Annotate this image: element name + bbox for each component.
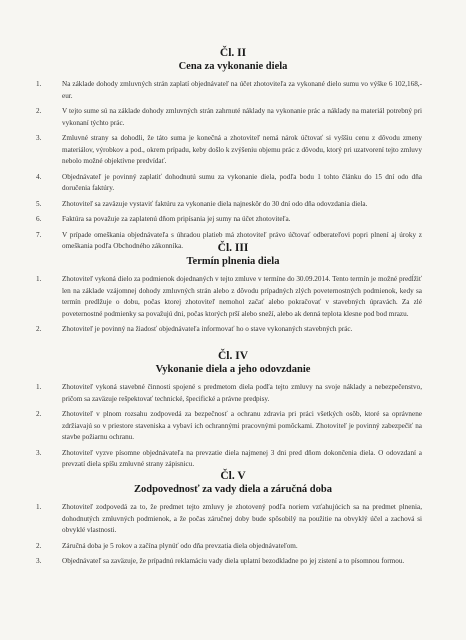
article-2-list: [0, 79, 466, 253]
item-number: 2.: [36, 541, 42, 550]
item-text: V prípade omeškania objednávateľa s úhradou platieb má zhotoviteľ právo účtovať odberateľovi popri plnení aj úroky z omeškania podľa Obchodného zákonníka.: [62, 230, 422, 250]
item-number: 2.: [36, 107, 42, 115]
list-item: [0, 448, 466, 471]
item-number: 1.: [36, 383, 42, 391]
item-number: 5.: [36, 199, 42, 208]
item-text: Zhotoviteľ zodpovedá za to, že predmet tejto zmluvy je zhotovený podľa noriem vzťahujúcich sa na predmet plnenia, dohodnutých zmluvných podmienok, a že počas záručnej doby bude spôsobilý na použitie na obvyklý účel a zachová si obvyklé vlastnosti.: [62, 503, 422, 534]
list-item: [0, 172, 466, 195]
list-item: [0, 409, 466, 444]
item-text: Zhotoviteľ vykoná stavebné činnosti spojené s predmetom diela podľa tejto zmluvy na svoje náklady a nebezpečenstvo, pričom sa zaväzuje rešpektovať technické, špecifické a právne predpisy.: [62, 383, 422, 403]
list-item: [0, 199, 466, 211]
article-4-subtitle: Vykonanie diela a jeho odovzdanie: [155, 364, 311, 375]
article-2-subtitle: Cena za vykonanie diela: [178, 61, 288, 72]
article-5: [0, 470, 466, 572]
item-number: 3.: [36, 134, 42, 142]
list-item: [0, 324, 466, 336]
item-text: Zhotoviteľ sa zaväzuje vystaviť faktúru za vykonanie diela najneskôr do 30 dní odo dňa odovzdania diela.: [62, 199, 368, 208]
item-text: Objednávateľ sa zaväzuje, že prípadnú reklamáciu vady diela uplatní bezodkladne po jej zistení a to písomnou formou.: [62, 557, 405, 565]
list-item: [0, 541, 466, 553]
item-text: Zhotoviteľ vyzve písomne objednávateľa na prevzatie diela najmenej 3 dni pred dňom dokončenia diela. O odovzdaní a prevzatí diela spíšu zmluvné strany zápisnicu.: [62, 448, 422, 468]
item-number: 2.: [36, 410, 42, 418]
item-text: V tejto sume sú na základe dohody zmluvných strán zahrnuté náklady na vykonanie prác a náklady na materiál potrebný pri vykonaní týchto prác.: [62, 107, 422, 127]
item-text: Zhotoviteľ v plnom rozsahu zodpovedá za bezpečnosť a ochranu zdravia pri práci všetkých osôb, ktoré sa oprávnene zdržiavajú so v priestore staveniska a vybaví ich ochrannými pracovnými pomôckami. Zhotoviteľ je povinný zabezpečiť na stavbe požiarnu ochranu.: [62, 410, 422, 441]
list-item: [0, 133, 466, 168]
item-text: Na základe dohody zmluvných strán zaplatí objednávateľ na účet zhotoviteľa za vykonané dielo sumu vo výške 6 102,168,- eur.: [62, 80, 422, 100]
item-text: Objednávateľ je povinný zaplatiť dohodnutú sumu za vykonanie diela, podľa bodu 1 tohto článku do 15 dní odo dňa doručenia faktúry.: [62, 172, 422, 192]
item-number: 1.: [36, 503, 42, 511]
article-4: [0, 350, 466, 475]
item-number: 3.: [36, 557, 42, 565]
article-3-title: Čl. III: [217, 242, 249, 254]
article-5-title: Čl. V: [220, 470, 246, 482]
article-2: [0, 47, 466, 257]
article-4-title: Čl. IV: [217, 350, 249, 362]
article-4-list: [0, 382, 466, 471]
list-item: [0, 274, 466, 320]
item-number: 4.: [36, 172, 42, 181]
article-5-list: [0, 502, 466, 568]
item-number: 7.: [36, 230, 42, 239]
item-number: 2.: [36, 325, 42, 333]
list-item: [0, 502, 466, 537]
article-3-subtitle: Termín plnenia diela: [186, 256, 280, 267]
article-2-title: Čl. II: [219, 47, 247, 59]
list-item: [0, 79, 466, 102]
item-text: Zhotoviteľ vykoná dielo za podmienok dojednaných v tejto zmluve v termíne do 30.09.2014. Tento termín je možné predĺžiť len na základe vzájomnej dohody zmluvných strán alebo z dôvodu prípadných zlých poveternostných podmienok, kedy sa termín predlžuje o dobu, počas ktorej zhotoviteľ nemohol začať alebo pokračovať v stavebných úpravách. Za zlé poveternostné podmienky sa považujú dni, počas ktorých prší alebo sneží, alebo ak denná teplota klesne pod bod mrazu.: [62, 275, 422, 318]
item-text: Faktúra sa považuje za zaplatenú dňom pripísania jej sumy na účet zhotoviteľa.: [62, 215, 291, 223]
item-number: 3.: [36, 448, 42, 457]
list-item: [0, 214, 466, 226]
item-number: 1.: [36, 275, 42, 283]
list-item: [0, 556, 466, 568]
item-text: Zhotoviteľ je povinný na žiadosť objednávateľa informovať ho o stave vykonaných stavebných prác.: [62, 325, 353, 333]
item-number: 6.: [36, 215, 42, 223]
list-item: [0, 106, 466, 129]
article-3-list: [0, 274, 466, 336]
item-number: 1.: [36, 80, 42, 88]
item-text: Zmluvné strany sa dohodli, že táto suma je konečná a zhotoviteľ nemá nárok účtovať si vyššiu cenu z dôvodu zmeny materiálov, výrobkov a pod., okrem prípadu, keby došlo k zvýšeniu objemu prác z dôvodu, ktorý pri uzatvorení tejto zmluvy nebolo možné objektívne predvídať.: [62, 134, 422, 165]
item-text: Záručná doba je 5 rokov a začína plynúť odo dňa prevzatia diela objednávateľom.: [62, 541, 298, 550]
article-5-subtitle: Zodpovednosť za vady diela a záručná doba: [133, 484, 332, 495]
article-3: [0, 242, 466, 340]
list-item: [0, 382, 466, 405]
